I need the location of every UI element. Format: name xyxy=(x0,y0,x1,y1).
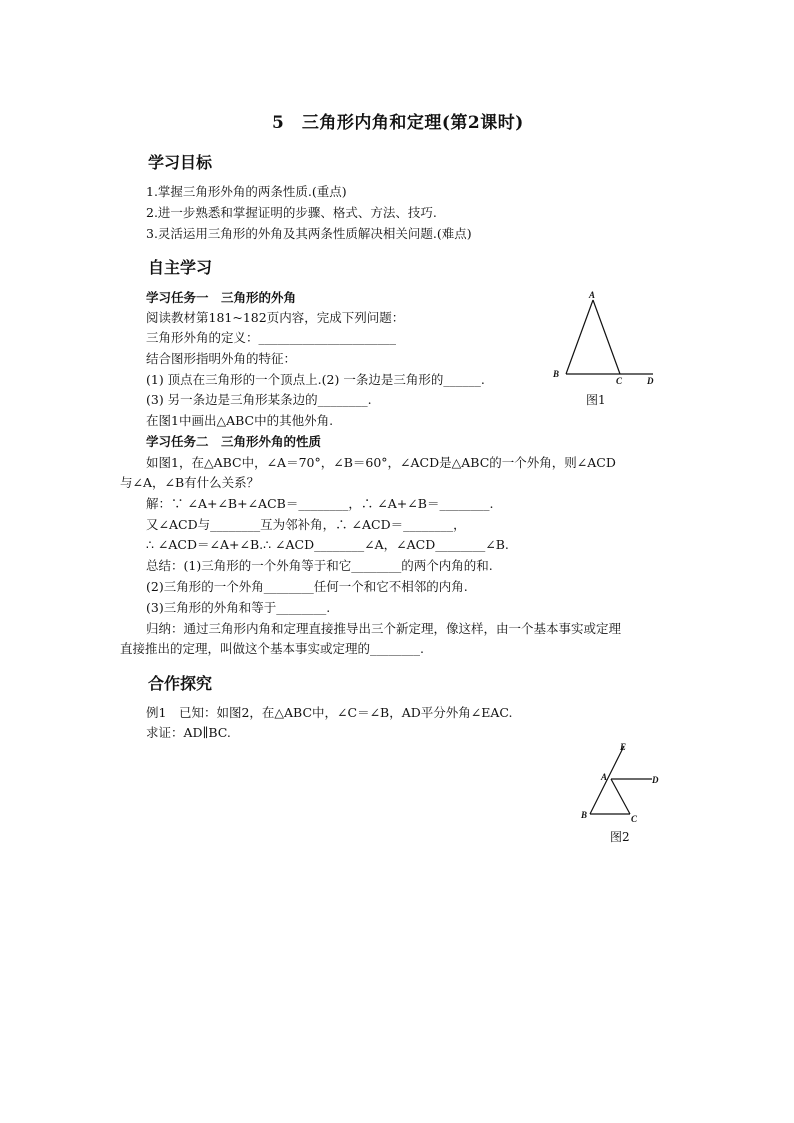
task1-line: 阅读教材第181~182页内容，完成下列问题： xyxy=(146,310,405,325)
task2-line: 解：∵ ∠A+∠B+∠ACB＝________，∴ ∠A+∠B＝________. xyxy=(146,496,494,511)
fig1-label-c: C xyxy=(616,376,623,386)
section-heading-goals: 学习目标 xyxy=(148,153,213,172)
task2-line: 与∠A，∠B有什么关系？ xyxy=(120,475,260,490)
goal-item: 2.进一步熟悉和掌握证明的步骤、格式、方法、技巧. xyxy=(146,205,437,220)
task2-line: 总结：(1)三角形的一个外角等于和它________的两个内角的和. xyxy=(146,558,493,573)
goal-item: 1.掌握三角形外角的两条性质.(重点) xyxy=(146,184,347,199)
fig2-label-e: E xyxy=(620,742,627,752)
figure-1-triangle xyxy=(548,288,663,388)
task2-line: 归纳：通过三角形内角和定理直接推导出三个新定理，像这样，由一个基本事实或定理 xyxy=(146,621,622,636)
task1-line: 在图1中画出△ABC中的其他外角. xyxy=(146,413,334,428)
task1-line: 三角形外角的定义：______________________ xyxy=(146,330,397,345)
task2-line: 又∠ACD与________互为邻补角，∴ ∠ACD＝________， xyxy=(146,517,466,532)
page-title: 5 三角形内角和定理(第2课时) xyxy=(272,113,524,133)
example-line: 例1 已知：如图2，在△ABC中，∠C＝∠B，AD平分外角∠EAC. xyxy=(146,705,513,720)
example-line: 求证：AD∥BC. xyxy=(146,725,231,740)
task2-line: (3)三角形的外角和等于________. xyxy=(146,600,331,615)
fig2-label-c: C xyxy=(631,814,638,824)
task1-line: (3) 另一条边是三角形某条边的________. xyxy=(146,392,372,407)
fig2-label-b: B xyxy=(581,810,588,820)
task2-line: ∴ ∠ACD＝∠A+∠B.∴ ∠ACD________∠A，∠ACD________∠B. xyxy=(146,537,509,552)
fig1-label-a: A xyxy=(589,290,596,300)
figure-1-caption: 图1 xyxy=(586,393,606,407)
section-heading-cooperate: 合作探究 xyxy=(148,674,213,693)
task2-heading: 学习任务二 三角形外角的性质 xyxy=(146,434,322,449)
fig1-side-ab xyxy=(566,300,593,374)
fig1-side-ac xyxy=(593,300,620,374)
fig1-label-b: B xyxy=(553,369,560,379)
task1-heading: 学习任务一 三角形的外角 xyxy=(146,290,297,305)
task1-line: 结合图形指明外角的特征： xyxy=(146,351,297,366)
fig2-side-ac xyxy=(611,779,630,814)
fig2-label-a: A xyxy=(601,772,608,782)
figure-2-triangle xyxy=(574,740,669,825)
task1-line: (1) 顶点在三角形的一个顶点上.(2) 一条边是三角形的______. xyxy=(146,372,485,387)
task2-line: 直接推出的定理，叫做这个基本事实或定理的________. xyxy=(120,641,424,656)
fig1-label-d: D xyxy=(647,376,654,386)
fig2-label-d: D xyxy=(652,775,659,785)
task2-line: (2)三角形的一个外角________任何一个和它不相邻的内角. xyxy=(146,579,468,594)
figure-2-caption: 图2 xyxy=(610,830,630,844)
goal-item: 3.灵活运用三角形的外角及其两条性质解决相关问题.(难点) xyxy=(146,226,472,241)
task2-line: 如图1，在△ABC中，∠A＝70°，∠B＝60°，∠ACD是△ABC的一个外角，则∠ACD xyxy=(146,455,616,470)
section-heading-self-study: 自主学习 xyxy=(148,258,213,277)
